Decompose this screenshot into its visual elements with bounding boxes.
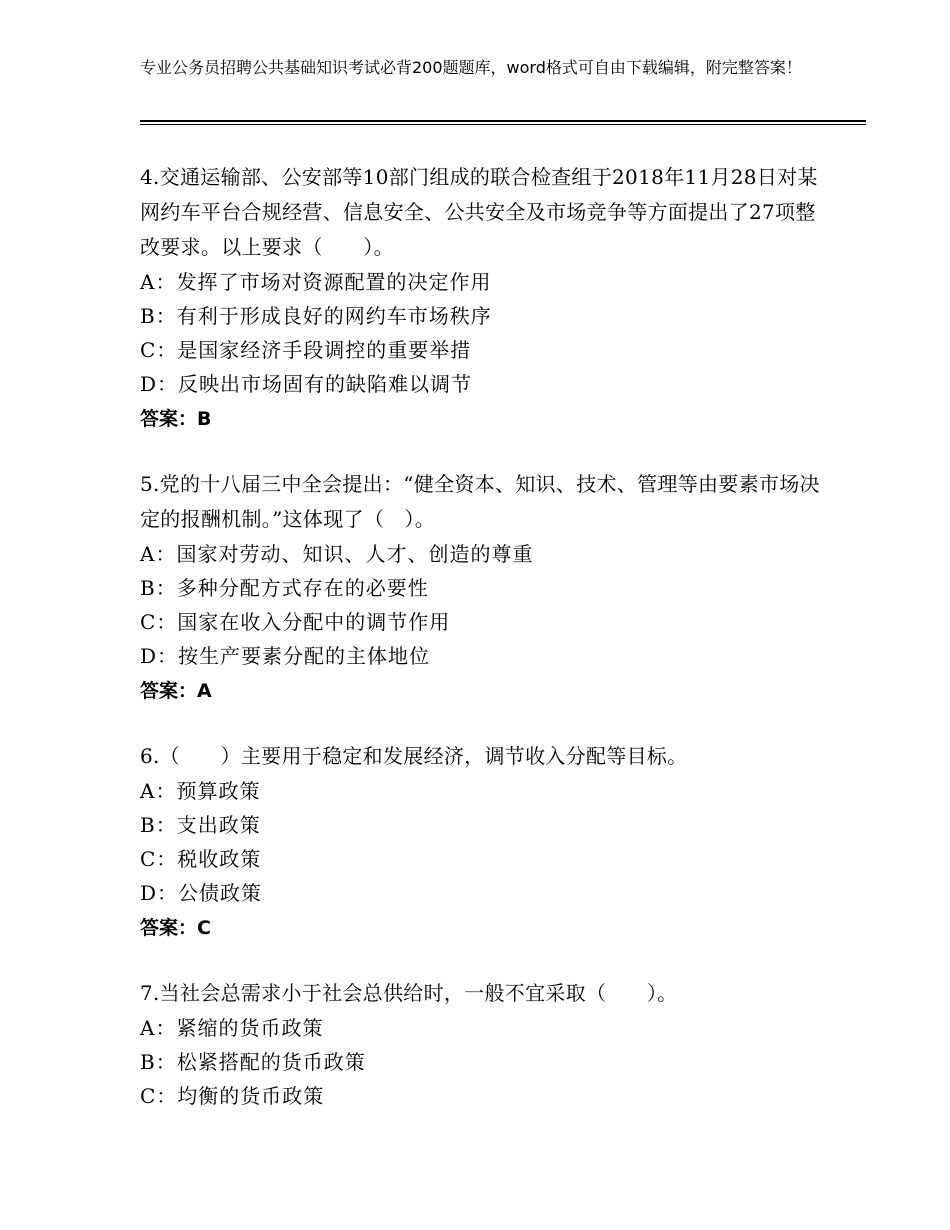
option-c: C：是国家经济手段调控的重要举措 [140, 338, 472, 362]
header-divider-thin [140, 124, 866, 125]
question-stem: 7.当社会总需求小于社会总供给时，一般不宜采取（ ）。 [140, 981, 678, 1005]
question-list [140, 160, 820, 1143]
option-c: C：税收政策 [140, 847, 262, 871]
option-a: A：发挥了市场对资源配置的决定作用 [140, 270, 492, 294]
question-stem: 5.党的十八届三中全会提出：“健全资本、知识、技术、管理等由要素市场决定的报酬机制。”这体现了（ ）。 [140, 472, 820, 531]
answer-label: 答案：C [140, 917, 211, 939]
option-a: A：国家对劳动、知识、人才、创造的尊重 [140, 542, 534, 566]
option-b: B：支出政策 [140, 813, 261, 837]
question-5 [140, 467, 820, 709]
option-c: C：均衡的货币政策 [140, 1084, 325, 1108]
option-a: A：紧缩的货币政策 [140, 1016, 324, 1040]
option-d: D：反映出市场固有的缺陷难以调节 [140, 372, 473, 396]
option-a: A：预算政策 [140, 779, 261, 803]
question-4 [140, 160, 820, 437]
option-b: B：松紧搭配的货币政策 [140, 1050, 366, 1074]
answer-label: 答案：B [140, 408, 212, 430]
question-stem: 6.（ ）主要用于稳定和发展经济，调节收入分配等目标。 [140, 744, 688, 768]
option-c: C：国家在收入分配中的调节作用 [140, 610, 451, 634]
question-6 [140, 739, 820, 946]
option-b: B：有利于形成良好的网约车市场秩序 [140, 304, 492, 328]
option-b: B：多种分配方式存在的必要性 [140, 576, 429, 600]
option-d: D：公债政策 [140, 881, 263, 905]
option-d: D：按生产要素分配的主体地位 [140, 644, 431, 668]
document-header: 专业公务员招聘公共基础知识考试必背200题题库，word格式可自由下载编辑，附完整答案！ [140, 58, 802, 77]
question-stem: 4.交通运输部、公安部等10部门组成的联合检查组于2018年11月28日对某网约车平台合规经营、信息安全、公共安全及市场竞争等方面提出了27项整改要求。以上要求（ ）。 [140, 165, 818, 259]
header-divider-thick [140, 120, 866, 122]
answer-label: 答案：A [140, 680, 212, 702]
question-7 [140, 976, 820, 1113]
